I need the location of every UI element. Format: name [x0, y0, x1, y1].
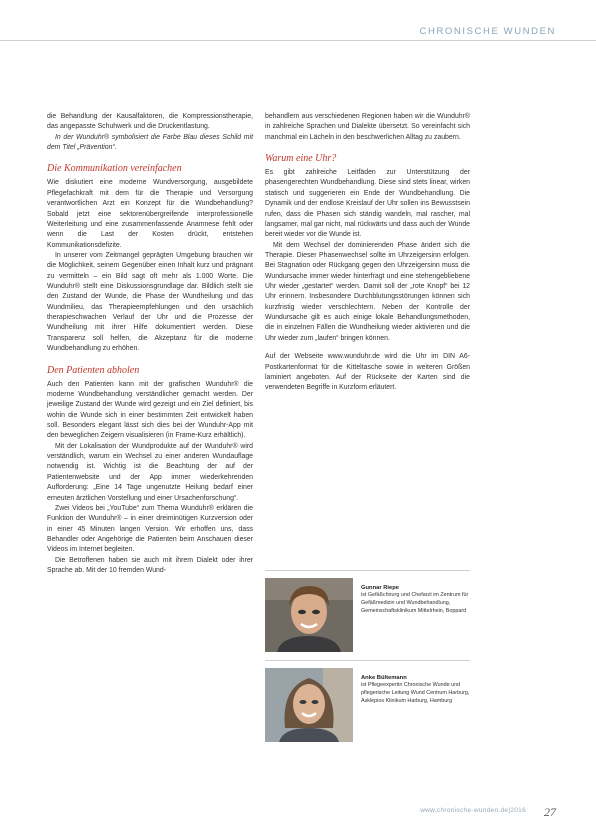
- section-heading: Den Patienten abholen: [47, 364, 140, 376]
- paragraph: Mit der Lokalisation der Wundprodukte auf der Wunduhr® wird verständlich, warum ein Wechsel zu einer anderen Wundauflage notwendig ist. Wichtig ist die Beachtung der auf der Patientenwebsite und der App immer wiederkehrenden Aufforderung: „Eine 14 Tage ungenutzte Heilung bedarf einer erneuten ärztlichen Vorstellung und einer Ursachenforschung“.: [47, 442, 253, 502]
- paragraph: In der Wunduhr® symbolisiert die Farbe Blau dieses Schild mit dem Titel „Prävention“.: [47, 133, 253, 152]
- author-info: [361, 674, 473, 706]
- paragraph: behandlern aus verschiedenen Regionen haben wir die Wunduhr® in zahlreiche Sprachen und Dialekte übersetzt. So vereinfacht sich manchmal ein Lächeln in den beschwerlichen Alltag zu zaubern.: [265, 113, 470, 141]
- paragraph: Die Betroffenen haben sie auch mit ihrem Dialekt oder ihrer Sprache ab. Mit der 10 fremden Wund-: [47, 556, 253, 575]
- paragraph: Auf der Webseite www.wunduhr.de wird die Uhr im DIN A6-Postkartenformat für die Kitteltasche sowie in weiteren Größen laminiert angeboten. Auf der Rückseite der Karten sind die verwendeten Begriffe in Kurzform erläutert.: [265, 353, 470, 392]
- author-name: Anke Bültemann: [361, 675, 407, 681]
- paragraph: Zwei Videos bei „YouTube“ zum Thema Wunduhr® erklären die Funktion der Wunduhr® – in einer dreiminütigen Kurzversion oder in einer 45 Minuten langen Version. Wir erhoffen uns, dass Behandler oder Angehörige die Patienten beim Anschauen dieser Videos im Internet begleiten.: [47, 504, 253, 554]
- paragraph: die Behandlung der Kausalfaktoren, die Kompressionstherapie, das angepasste Schuhwerk und die Druckentlastung.: [47, 113, 253, 131]
- author-name: Gunnar Riepe: [361, 585, 400, 591]
- author-bio: ist Gefäßchirurg und Chefarzt im Zentrum für Gefäßmedizin und Wundbehandlung, Gemeinschaftsklinikum Mittelrhein, Boppard: [361, 592, 469, 615]
- section-heading: Warum eine Uhr?: [265, 153, 337, 165]
- right-column: [265, 112, 470, 394]
- page-number: 27: [544, 805, 556, 819]
- paragraph: Wie diskutiert eine moderne Wundversorgung, ausgebildete Pflegefachkraft mit dem für die Therapie und Versorgung verantwortlichen Arzt ein Konzept für die Wundbehandlung? Sobald jetzt eine sektorenübergreifende interprofessionelle Weiterleitung und eine zusammenfassende Anamnese fehlt oder wenn die Last der Kosten drückt, entstehen Kommunikationsdefizite.: [47, 179, 253, 249]
- left-column: [47, 112, 253, 576]
- header-rule: [0, 40, 596, 41]
- author-card: [265, 668, 470, 742]
- author-info: [361, 584, 473, 616]
- author-photo: [265, 578, 353, 652]
- footer-year: 2016: [510, 807, 526, 814]
- author-divider: [265, 570, 470, 571]
- footer: [420, 807, 526, 814]
- section-tag: CHRONISCHE WUNDEN: [419, 26, 556, 37]
- author-card: [265, 578, 470, 652]
- paragraph: In unserer vom Zeitmangel geprägten Umgebung brauchen wir die Möglichkeit, seinem Gegenüber einen Inhalt kurz und prägnant zu vermitteln – ein Bild sagt oft mehr als 1.000 Worte. Die Wunduhr® stellt eine Diskussionsgrundlage dar. Bildlich stellt sie den Zustand der Wunde, die Phase der Wundheilung und das Wundmilieu, das Therapieempfehlungen und den ursächlich therapieschwachen Verlauf der Uhr und die Prozesse der Wundheilung mit ihrer Hilfe dokumentiert werden. Diese Transparenz soll helfen, die Akzeptanz für die moderne Wundbehandlung zu erhöhen.: [47, 251, 253, 353]
- author-divider: [265, 660, 470, 661]
- paragraph: Es gibt zahlreiche Leitfäden zur Unterstützung der phasengerechten Wundbehandlung. Diese sind stets linear, wirken statisch und suggerieren ein Ende der Wundbehandlung. Die Dynamik und der endlose Kreislauf der Uhr sollen ins Bewusstsein rufen, dass die Phasen sich ständig wandeln, mal rascher, mal langsamer, mal gar nicht, mal rückwärts und dass auch der Wunde bereit wieder vor die Wunde ist.: [265, 169, 470, 239]
- footer-url[interactable]: www.chronische-wunden.de: [420, 807, 509, 814]
- paragraph: Auch den Patienten kann mit der grafischen Wunduhr® die moderne Wundbehandlung verständlicher gemacht werden. Der jeweilige Zustand der Wunde wird gezeigt und ein Ziel definiert, bis wohin die Wunde sich in einer bestimmten Zeit entwickelt haben soll. Besonders elegant lässt sich dies bei der Wunduhr-App mit den beweglichen Zeigern visualisieren (in Frame-Kurz erhältlich).: [47, 380, 253, 440]
- author-photo: [265, 668, 353, 742]
- paragraph: Mit dem Wechsel der dominierenden Phase ändert sich die Therapie. Dieser Phasenwechsel sollte im Uhrzeigersinn erfolgen. Bei Stagnation oder Rückgang gegen den Uhrzeigersinn muss die Wundursache immer wieder hinterfragt und eine stehengebliebene Uhr wieder „gestartet“ werden. Damit soll der „rote Knopf“ bei 12 Uhr erinnern. Insbesondere Durchblutungsstörungen können sich kurzfristig wieder verschlechtern. Neben der Kontrolle der Wundursache gilt es auch einige lokale Behandlungsmethoden, die in einzelnen Fällen die Wundheilung wieder aktivieren und die Uhr wieder zum „laufen“ bringen können.: [265, 241, 470, 342]
- section-heading: Die Kommunikation vereinfachen: [47, 163, 182, 175]
- author-bio: ist Pflegeexpertin Chronische Wunde und pflegerische Leitung Wund Centrum Harburg, Asklepios Klinikum Harburg, Hamburg: [361, 682, 470, 705]
- footer-separator: |: [508, 807, 511, 814]
